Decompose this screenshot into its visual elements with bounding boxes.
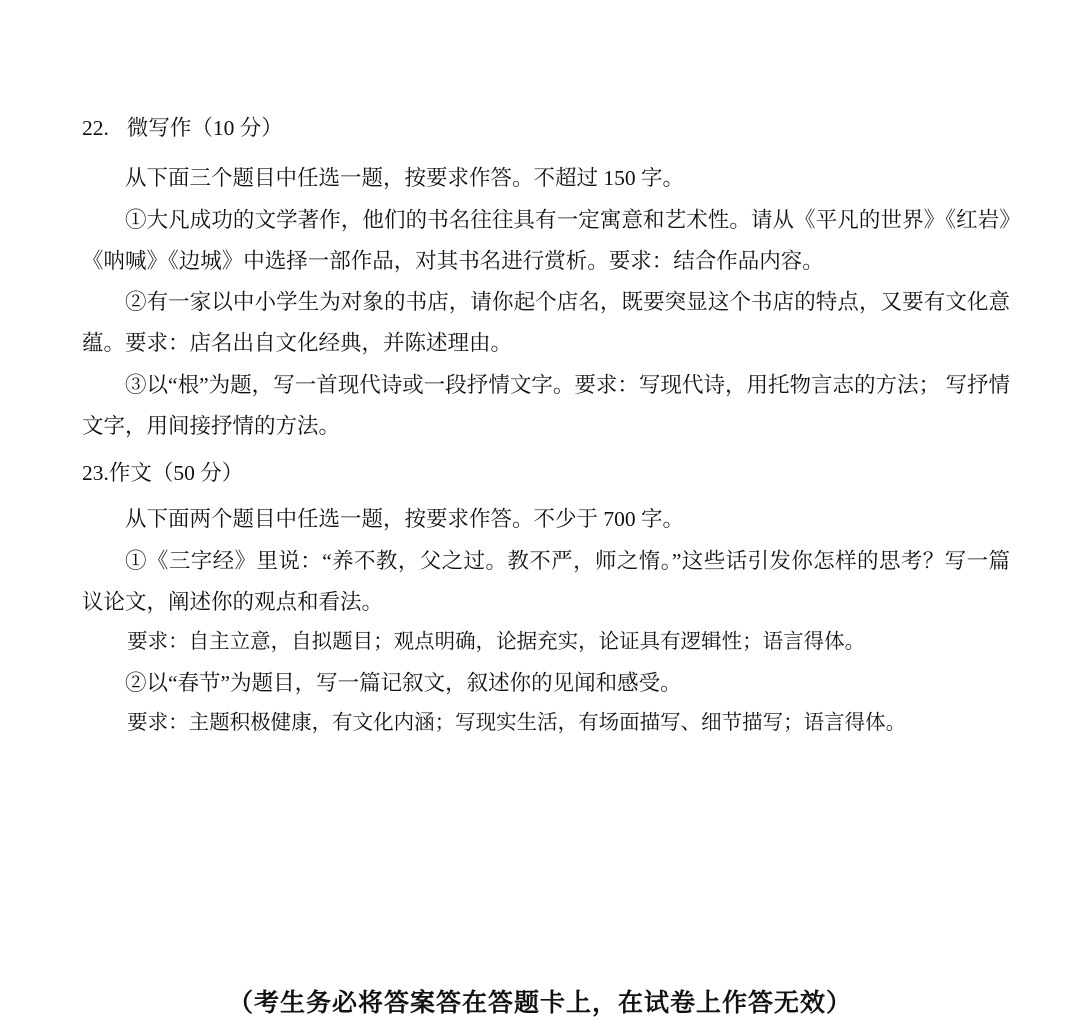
question-22-number: 22. (82, 116, 109, 140)
question-22-item-1: ①大凡成功的文学著作，他们的书名往往具有一定寓意和艺术性。请从《平凡的世界》《红岩》《呐喊》《边城》中选择一部作品，对其书名进行赏析。要求：结合作品内容。 (82, 207, 1010, 273)
question-23-item-2: ②以“春节”为题目，写一篇记叙文，叙述你的见闻和感受。 (125, 670, 682, 695)
question-22-block (82, 112, 1010, 447)
question-22-heading (82, 112, 1010, 144)
block-spacer (82, 447, 1010, 457)
question-22-instruction: 从下面三个题目中任选一题，按要求作答。不超过 150 字。 (125, 166, 685, 191)
question-23-heading (82, 457, 1010, 489)
question-23-requirement-2: 要求：主题积极健康，有文化内涵；写现实生活，有场面描写、细节描写；语言得体。 (127, 711, 907, 734)
question-23-block (82, 457, 1010, 743)
question-23-number: 23. (82, 461, 109, 486)
question-23-title: 作文（50 分） (108, 461, 244, 486)
question-22-item-3: ③以“根”为题，写一首现代诗或一段抒情文字。要求：写现代诗，用托物言志的方法； 写抒情文字，用间接抒情的方法。 (82, 372, 1010, 438)
question-22-item-2: ②有一家以中小学生为对象的书店，请你起个店名，既要突显这个书店的特点，又要有文化意蕴。要求：店名出自文化经典，并陈述理由。 (82, 290, 1010, 356)
question-23-requirement-1: 要求：自主立意，自拟题目；观点明确，论据充实，论证具有逻辑性；语言得体。 (127, 631, 866, 654)
footer-notice: （考生务必将答案答在答题卡上，在试卷上作答无效） (227, 990, 852, 1017)
question-23-item-1: ①《三字经》里说：“养不教，父之过。教不严，师之惰。”这些话引发你怎样的思考？写一篇议论文，阐述你的观点和看法。 (82, 548, 1010, 614)
question-23-instruction: 从下面两个题目中任选一题，按要求作答。不少于 700 字。 (125, 507, 685, 532)
question-22-title: 微写作（10 分） (126, 116, 283, 140)
